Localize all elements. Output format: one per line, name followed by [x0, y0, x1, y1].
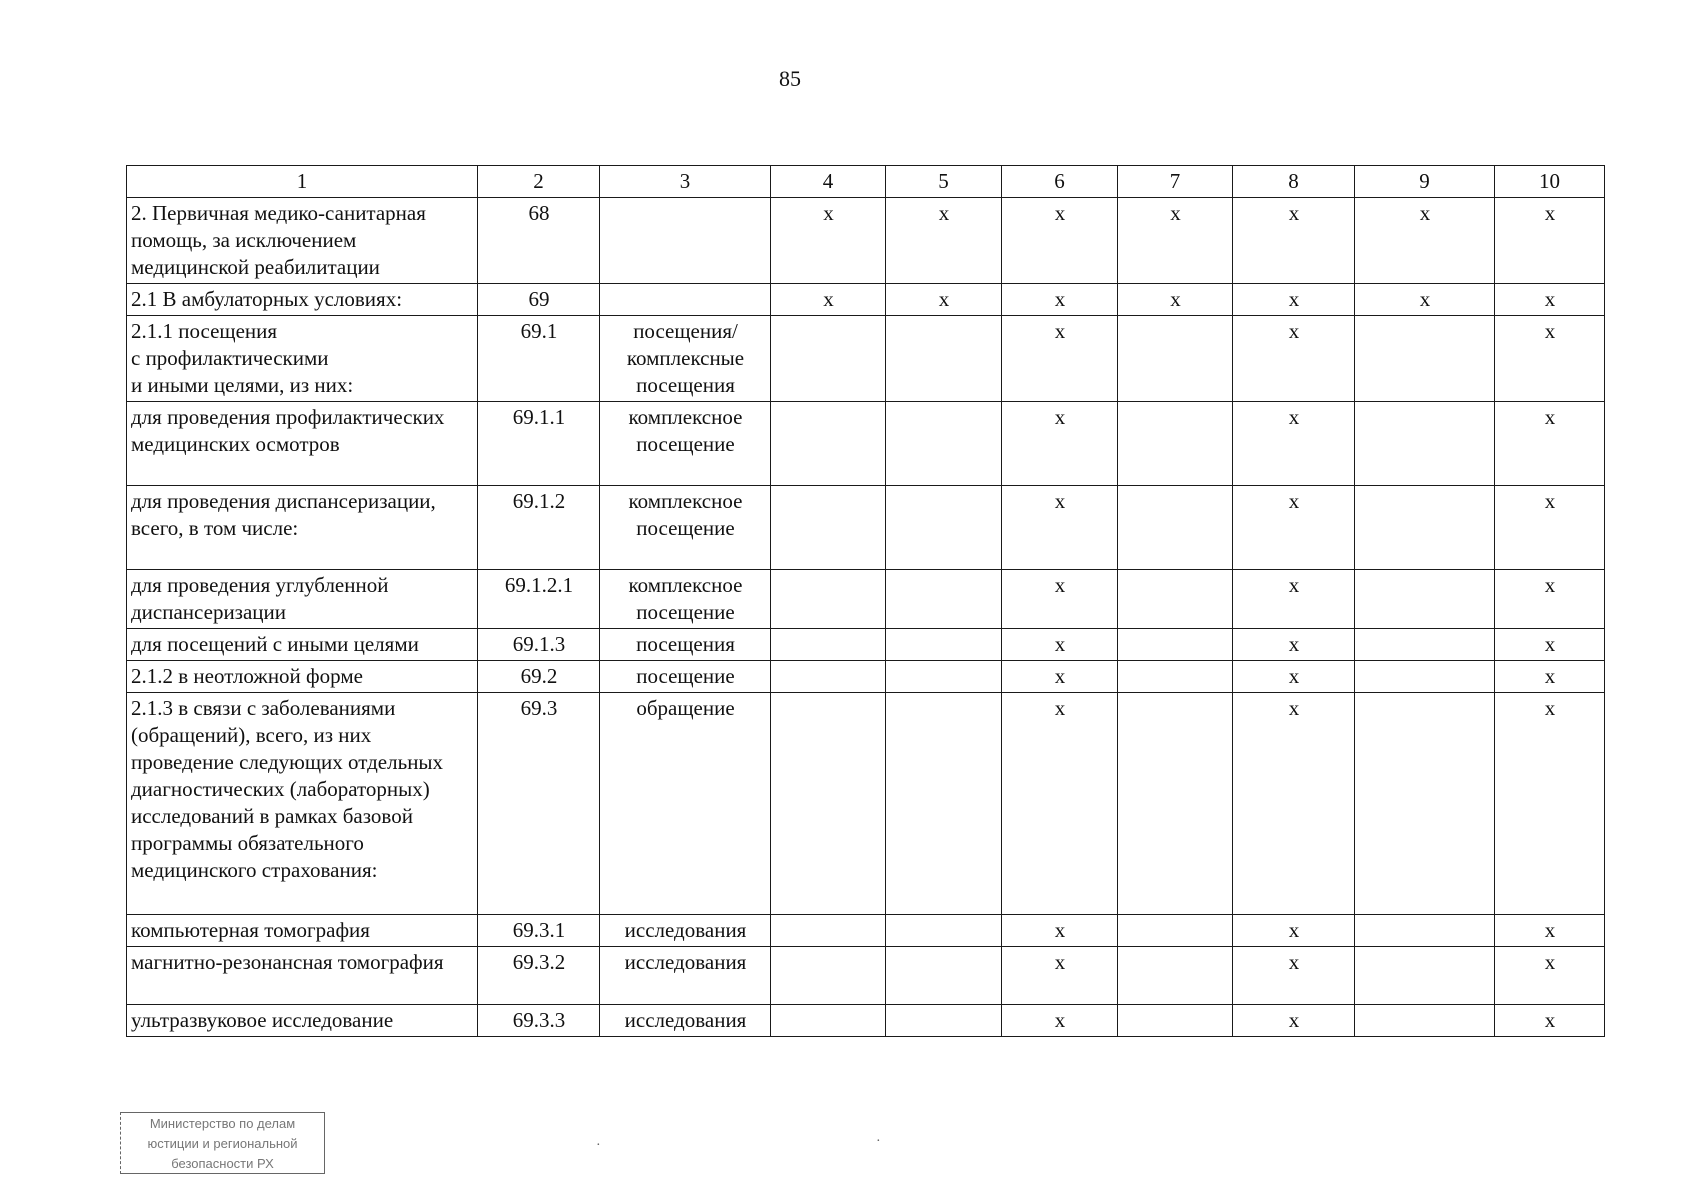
table-row	[127, 284, 1605, 316]
value-cell: х	[1002, 284, 1118, 316]
value-cell	[1355, 947, 1495, 1005]
value-cell: х	[1495, 1005, 1605, 1037]
indicator-name-cell: 2.1.1 посещения с профилактическими и иными целями, из них:	[127, 316, 478, 402]
row-number-cell: 68	[478, 198, 600, 284]
table-row	[127, 402, 1605, 486]
value-cell: х	[1233, 316, 1355, 402]
indicator-name-cell: для проведения профилактических медицинских осмотров	[127, 402, 478, 486]
row-number-cell: 69	[478, 284, 600, 316]
value-cell: х	[1002, 486, 1118, 570]
value-cell: х	[1002, 947, 1118, 1005]
value-cell	[1355, 402, 1495, 486]
value-cell: х	[1495, 693, 1605, 915]
indicator-name-cell: ультразвуковое исследование	[127, 1005, 478, 1037]
value-cell	[771, 316, 886, 402]
value-cell	[771, 661, 886, 693]
value-cell	[1118, 915, 1233, 947]
value-cell	[886, 947, 1002, 1005]
value-cell	[1355, 661, 1495, 693]
value-cell	[1118, 947, 1233, 1005]
unit-cell: комплексное посещение	[600, 402, 771, 486]
row-number-cell: 69.1.1	[478, 402, 600, 486]
value-cell: х	[1233, 570, 1355, 629]
value-cell	[1118, 693, 1233, 915]
value-cell	[771, 402, 886, 486]
table-row	[127, 947, 1605, 1005]
value-cell: х	[1495, 570, 1605, 629]
unit-cell: комплексное посещение	[600, 486, 771, 570]
column-number-header: 2	[478, 166, 600, 198]
indicator-name-cell: 2.1.2 в неотложной форме	[127, 661, 478, 693]
row-number-cell: 69.1.2.1	[478, 570, 600, 629]
value-cell	[771, 693, 886, 915]
table-row	[127, 915, 1605, 947]
value-cell	[886, 402, 1002, 486]
value-cell	[886, 570, 1002, 629]
unit-cell: посещение	[600, 661, 771, 693]
value-cell: х	[1002, 693, 1118, 915]
value-cell: х	[1495, 915, 1605, 947]
value-cell: х	[771, 198, 886, 284]
value-cell	[886, 486, 1002, 570]
value-cell: х	[1495, 947, 1605, 1005]
value-cell	[1118, 402, 1233, 486]
column-number-header: 9	[1355, 166, 1495, 198]
unit-cell: комплексное посещение	[600, 570, 771, 629]
value-cell: х	[1233, 486, 1355, 570]
indicator-name-cell: для проведения углубленной диспансеризации	[127, 570, 478, 629]
table-row	[127, 629, 1605, 661]
value-cell	[1118, 570, 1233, 629]
value-cell	[771, 915, 886, 947]
value-cell	[1355, 316, 1495, 402]
row-number-cell: 69.1.3	[478, 629, 600, 661]
stamp-line: безопасности РХ	[171, 1156, 274, 1171]
column-number-header: 6	[1002, 166, 1118, 198]
value-cell: х	[1233, 915, 1355, 947]
value-cell: х	[771, 284, 886, 316]
value-cell: х	[1355, 284, 1495, 316]
unit-cell: исследования	[600, 1005, 771, 1037]
value-cell: х	[886, 284, 1002, 316]
value-cell	[1355, 693, 1495, 915]
value-cell: х	[1495, 284, 1605, 316]
value-cell	[886, 915, 1002, 947]
value-cell: х	[1002, 661, 1118, 693]
row-number-cell: 69.3.3	[478, 1005, 600, 1037]
column-number-header: 10	[1495, 166, 1605, 198]
value-cell: х	[1495, 661, 1605, 693]
table-row	[127, 570, 1605, 629]
table-row	[127, 316, 1605, 402]
value-cell	[1118, 486, 1233, 570]
row-number-cell: 69.1.2	[478, 486, 600, 570]
unit-cell: исследования	[600, 947, 771, 1005]
value-cell	[1355, 915, 1495, 947]
value-cell: х	[1495, 402, 1605, 486]
table-row	[127, 693, 1605, 915]
value-cell	[771, 570, 886, 629]
value-cell: х	[1233, 1005, 1355, 1037]
value-cell	[1355, 486, 1495, 570]
indicator-name-cell: компьютерная томография	[127, 915, 478, 947]
value-cell: х	[1233, 284, 1355, 316]
value-cell	[771, 947, 886, 1005]
value-cell: х	[1233, 198, 1355, 284]
indicator-name-cell: 2.1.3 в связи с заболеваниями (обращений), всего, из них проведение следующих отдельных диагностических (лабораторных) исследований в рамках базовой программы обязательного медицинского страхования:	[127, 693, 478, 915]
value-cell: х	[1233, 947, 1355, 1005]
unit-cell: обращение	[600, 693, 771, 915]
unit-cell: посещения	[600, 629, 771, 661]
page-number: 85	[779, 66, 801, 91]
value-cell	[1355, 1005, 1495, 1037]
unit-cell: посещения/ комплексные посещения	[600, 316, 771, 402]
scan-speck: ·	[876, 1134, 881, 1149]
value-cell	[886, 693, 1002, 915]
column-number-header: 4	[771, 166, 886, 198]
stamp-line: юстиции и региональной	[147, 1136, 298, 1151]
row-number-cell: 69.3	[478, 693, 600, 915]
value-cell	[771, 486, 886, 570]
value-cell: х	[886, 198, 1002, 284]
registration-stamp	[120, 1112, 325, 1174]
value-cell	[771, 1005, 886, 1037]
value-cell: х	[1118, 198, 1233, 284]
unit-cell: исследования	[600, 915, 771, 947]
value-cell: х	[1495, 198, 1605, 284]
value-cell: х	[1355, 198, 1495, 284]
indicator-name-cell: 2.1 В амбулаторных условиях:	[127, 284, 478, 316]
data-table	[126, 165, 1605, 1037]
value-cell	[771, 629, 886, 661]
value-cell: х	[1233, 629, 1355, 661]
value-cell: х	[1495, 486, 1605, 570]
value-cell: х	[1002, 316, 1118, 402]
value-cell	[886, 316, 1002, 402]
unit-cell	[600, 284, 771, 316]
table-row	[127, 661, 1605, 693]
indicator-name-cell: для проведения диспансеризации, всего, в том числе:	[127, 486, 478, 570]
value-cell: х	[1002, 915, 1118, 947]
indicator-name-cell: 2. Первичная медико-санитарная помощь, за исключением медицинской реабилитации	[127, 198, 478, 284]
value-cell: х	[1495, 629, 1605, 661]
row-number-cell: 69.2	[478, 661, 600, 693]
value-cell: х	[1002, 629, 1118, 661]
value-cell: х	[1233, 402, 1355, 486]
table-row	[127, 198, 1605, 284]
value-cell	[1118, 629, 1233, 661]
value-cell	[1118, 1005, 1233, 1037]
row-number-cell: 69.3.2	[478, 947, 600, 1005]
value-cell: х	[1233, 693, 1355, 915]
value-cell	[1118, 316, 1233, 402]
value-cell: х	[1002, 1005, 1118, 1037]
column-number-header: 3	[600, 166, 771, 198]
stamp-line: Министерство по делам	[149, 1116, 296, 1131]
table-row	[127, 486, 1605, 570]
value-cell	[1355, 570, 1495, 629]
unit-cell	[600, 198, 771, 284]
value-cell: х	[1118, 284, 1233, 316]
value-cell	[1118, 661, 1233, 693]
indicator-name-cell: магнитно-резонансная томография	[127, 947, 478, 1005]
value-cell: х	[1002, 402, 1118, 486]
row-number-cell: 69.1	[478, 316, 600, 402]
value-cell: х	[1495, 316, 1605, 402]
value-cell: х	[1002, 570, 1118, 629]
column-number-header: 8	[1233, 166, 1355, 198]
scan-speck: ·	[596, 1138, 601, 1153]
value-cell	[886, 1005, 1002, 1037]
column-number-header: 5	[886, 166, 1002, 198]
value-cell	[886, 661, 1002, 693]
column-number-header: 7	[1118, 166, 1233, 198]
value-cell: х	[1233, 661, 1355, 693]
column-number-header: 1	[127, 166, 478, 198]
header-row	[127, 166, 1605, 198]
indicator-name-cell: для посещений с иными целями	[127, 629, 478, 661]
value-cell	[886, 629, 1002, 661]
table-row	[127, 1005, 1605, 1037]
value-cell	[1355, 629, 1495, 661]
value-cell: х	[1002, 198, 1118, 284]
row-number-cell: 69.3.1	[478, 915, 600, 947]
